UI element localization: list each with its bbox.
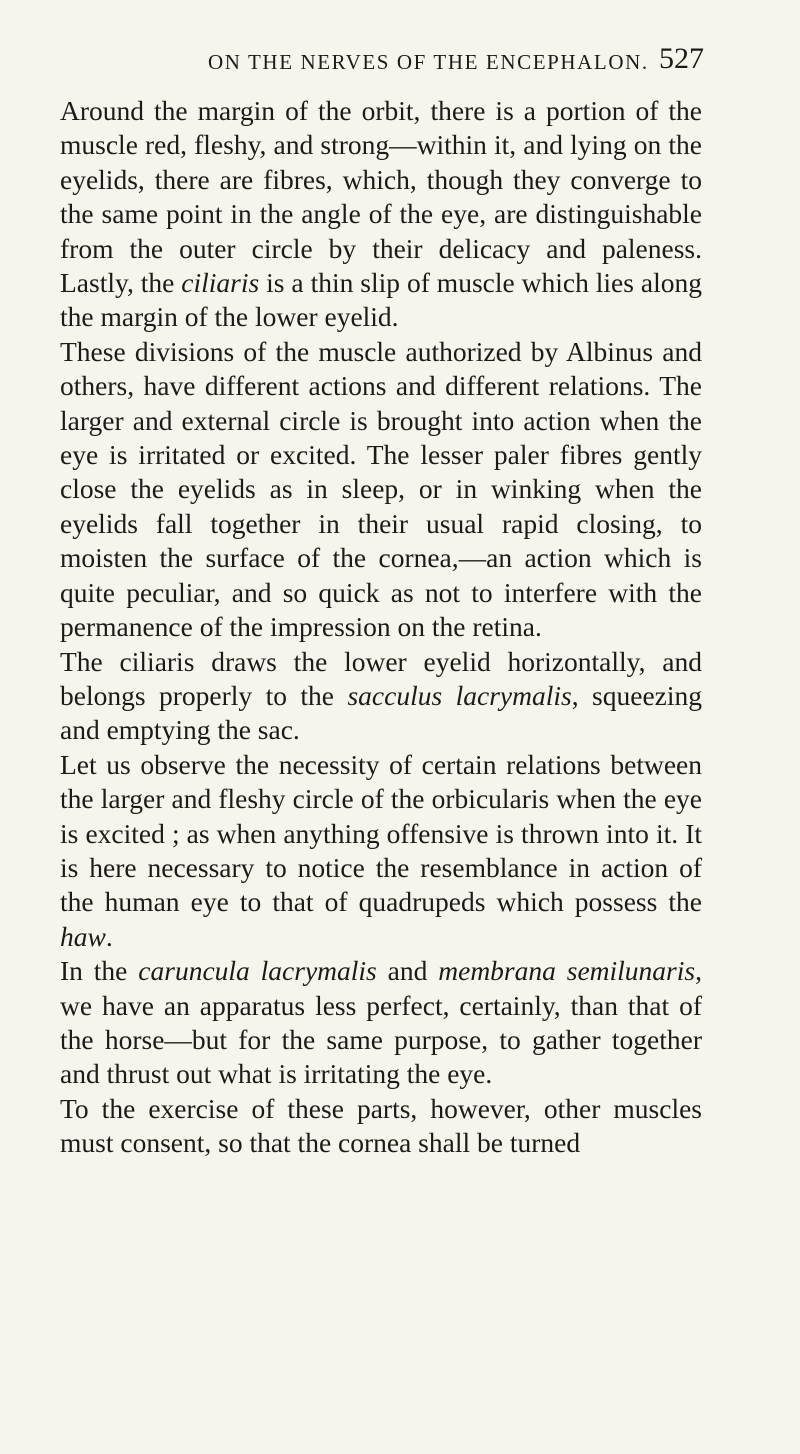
italic-term: caruncula lacrymalis — [138, 955, 377, 987]
running-head — [60, 42, 740, 82]
text-run: These divisions of the muscle authorized by Albinus and others, have different actions and different relations. The larger and external circle is brought into action when the eye is irritated or excited. The lesser paler fibres gently close the eyelids as in sleep, or in winking when the eyelids fall together in their usual rapid closing, to moisten the surface of the cornea,—an action which is quite peculiar, and so quick as not to interfere with the permanence of the impression on the retina. — [60, 335, 702, 643]
paragraph-exercise — [60, 1092, 702, 1161]
body-text — [60, 94, 702, 1161]
paragraph-muscle-divisions — [60, 335, 702, 645]
running-title: ON THE NERVES OF THE ENCEPHALON. — [208, 50, 649, 74]
text-run: is a thin slip of muscle which lies along the margin of the lower eyelid. — [60, 267, 702, 333]
text-run: , squeezing and emptying the sac. — [60, 679, 702, 746]
text-run: Let us observe the necessity of certain relations between the larger and fleshy circle of the orbicularis when the eye is excited ; as when anything offensive is thrown into it. It is here necessary to notice the resemblance in action of the human eye to that of quadrupeds which possess the — [60, 748, 702, 918]
paragraph-ciliaris — [60, 645, 702, 748]
text-run: In the — [60, 955, 139, 987]
text-run: and — [376, 955, 439, 987]
italic-term: membrana semilunaris — [438, 955, 696, 987]
text-run: . — [105, 920, 113, 952]
text-run: Around the margin of the orbit, there is a portion of the muscle red, fleshy, and strong—within it, and lying on the eyelids, there are fibres, which, though they converge to the same point in the angle of the eye, are distinguishable from the outer circle by their delicacy and paleness. Lastly, the — [60, 95, 702, 299]
text-run: The ciliaris draws the lower eyelid horizontally, and belongs properly to the — [60, 645, 702, 711]
text-run: , we have an apparatus less perfect, certainly, than that of the horse—but for the same purpose, to gather together and thrust out what is irritating the eye. — [60, 955, 702, 1090]
paragraph-orbicularis-relations — [60, 748, 702, 954]
italic-term: sacculus lacrymalis — [347, 679, 572, 711]
italic-term: haw — [60, 920, 106, 952]
paragraph-caruncula — [60, 954, 702, 1092]
paragraph-orbit-margin — [60, 94, 702, 335]
page-number: 527 — [659, 42, 704, 75]
text-run: To the exercise of these parts, however, other muscles must consent, so that the cornea shall be turned — [60, 1092, 702, 1159]
italic-term: ciliaris — [181, 267, 260, 299]
